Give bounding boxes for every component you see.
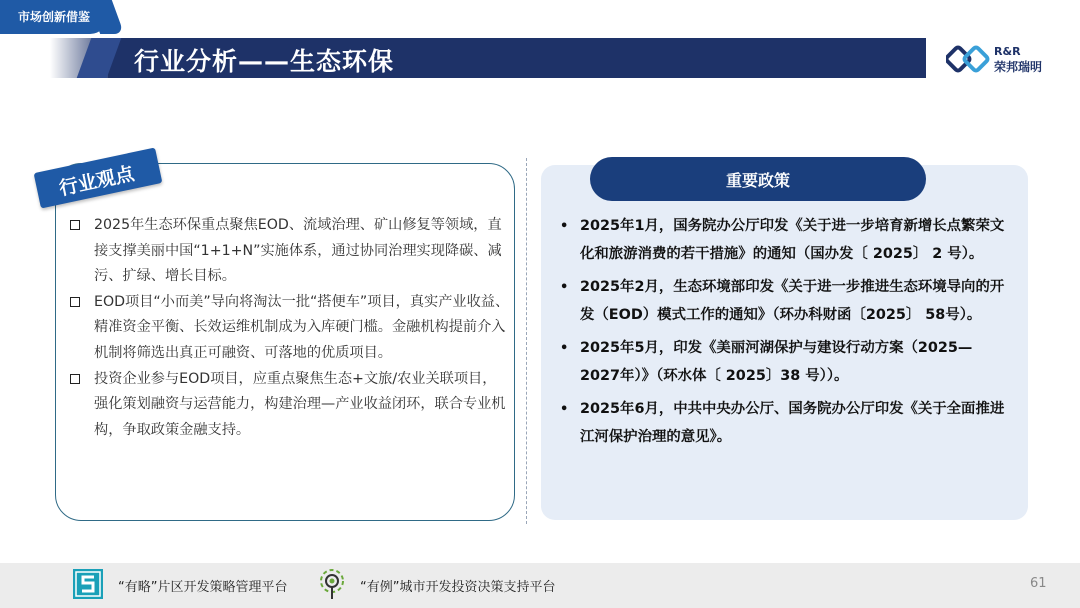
list-item bbox=[560, 396, 1008, 451]
section-tag bbox=[0, 0, 108, 34]
industry-view-title: 行业观点 bbox=[57, 162, 137, 201]
policy-list bbox=[560, 213, 1008, 457]
youli-platform-icon bbox=[316, 568, 348, 600]
policy-title-pill bbox=[590, 157, 926, 201]
panel-divider bbox=[526, 158, 527, 524]
page-title: 行业分析——生态环保 bbox=[134, 47, 395, 76]
bullet-dot-icon: • bbox=[560, 341, 569, 356]
list-item-text: 2025年5月，印发《美丽河湖保护与建设行动方案（2025—2027年）》（环水体〔 2025〕38 号））。 bbox=[580, 340, 973, 384]
list-item bbox=[70, 290, 510, 367]
page-number: 61 bbox=[1030, 576, 1047, 591]
title-bar bbox=[108, 38, 926, 78]
logo-mark-icon bbox=[946, 43, 990, 75]
list-item bbox=[560, 213, 1008, 268]
list-item bbox=[70, 367, 510, 444]
industry-view-list bbox=[70, 213, 510, 443]
list-item-text: EOD项目“小而美”导向将淘汰一批“搭便车”项目，真实产业收益、精准资金平衡、长效运维机制成为入库硬门槛。金融机构提前介入机制将筛选出真正可融资、可落地的优质项目。 bbox=[94, 293, 510, 361]
youli-platform-label: “有例”城市开发投资决策支持平台 bbox=[360, 580, 556, 595]
bullet-dot-icon: • bbox=[560, 280, 569, 295]
list-item bbox=[560, 274, 1008, 329]
list-item-text: 2025年1月，国务院办公厅印发《关于进一步培育新增长点繁荣文化和旅游消费的若干措施》的通知（国办发〔 2025〕 2 号）。 bbox=[580, 218, 1005, 262]
logo-en-text: R&R bbox=[994, 45, 1021, 58]
list-item bbox=[560, 335, 1008, 390]
list-item-text: 2025年2月，生态环境部印发《关于进一步推进生态环境导向的开发（EOD）模式工作的通知》（环办科财函〔2025〕 58号）。 bbox=[580, 279, 1005, 323]
square-bullet-icon bbox=[70, 220, 80, 230]
list-item-text: 投资企业参与EOD项目，应重点聚焦生态+文旅/农业关联项目，强化策划融资与运营能力，构建治理—产业收益闭环，联合专业机构，争取政策金融支持。 bbox=[94, 370, 506, 438]
bullet-dot-icon: • bbox=[560, 219, 569, 234]
bullet-dot-icon: • bbox=[560, 402, 569, 417]
company-logo bbox=[944, 41, 1074, 77]
list-item-text: 2025年6月，中共中央办公厅、国务院办公厅印发《关于全面推进江河保护治理的意见》。 bbox=[580, 401, 1005, 445]
policy-title: 重要政策 bbox=[725, 171, 790, 190]
list-item bbox=[70, 213, 510, 290]
section-tag-label: 市场创新借鉴 bbox=[18, 10, 91, 24]
youlue-platform-label: “有略”片区开发策略管理平台 bbox=[118, 580, 288, 595]
list-item-text: 2025年生态环保重点聚焦EOD、流域治理、矿山修复等领域，直接支撑美丽中国“1+1+N”实施体系，通过协同治理实现降碳、减污、扩绿、增长目标。 bbox=[94, 217, 502, 285]
logo-cn-text: 荣邦瑞明 bbox=[994, 60, 1043, 74]
square-bullet-icon bbox=[70, 374, 80, 384]
square-bullet-icon bbox=[70, 297, 80, 307]
youlue-platform-icon bbox=[72, 568, 104, 600]
